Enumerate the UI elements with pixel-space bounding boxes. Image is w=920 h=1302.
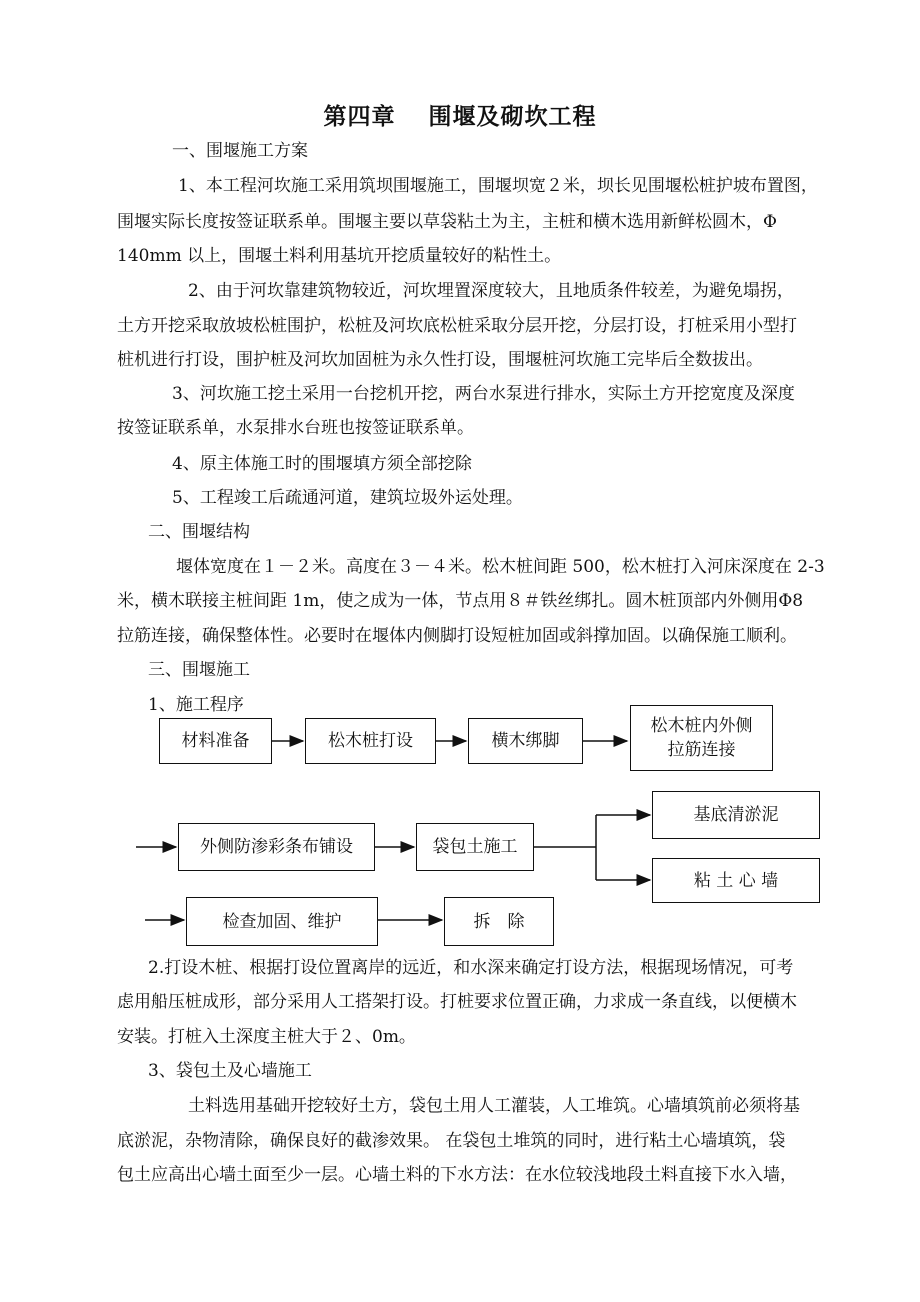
flow-box-label: 基底清淤泥	[693, 805, 779, 825]
flow-box-label: 拉筋连接	[667, 740, 736, 760]
flow-box-label: 松木桩打设	[328, 731, 413, 751]
flow-box-label: 横木绑脚	[491, 731, 560, 751]
flow-box-label: 材料准备	[181, 731, 250, 751]
paragraph-line: 3、河坎施工挖土采用一台挖机开挖，两台水泵进行排水，实际土方开挖宽度及深度	[172, 384, 795, 404]
paragraph-line: 2.打设木桩、根据打设位置离岸的远近，和水深来确定打设方法，根据现场情况，可考	[148, 958, 794, 978]
flow-box-pine-piling	[305, 718, 436, 764]
paragraph-line: 4、原主体施工时的围堰填方须全部挖除	[172, 454, 472, 474]
paragraph-line: 安装。打桩入土深度主桩大于２、0m。	[117, 1027, 416, 1047]
flow-box-materials	[159, 718, 272, 764]
flow-box-tie-bars	[630, 705, 773, 771]
flow-box-label: 袋包土施工	[432, 837, 518, 857]
paragraph-line: 包土应高出心墙土面至少一层。心墙土料的下水方法：在水位较浅地段土料直接下水入墙，	[117, 1165, 797, 1185]
chapter-title: 第四章 围堰及砌坎工程	[323, 104, 597, 130]
paragraph-line: 围堰实际长度按签证联系单。围堰主要以草袋粘土为主，主桩和横木选用新鲜松圆木，Φ	[117, 212, 777, 232]
subsection-heading: 1、施工程序	[148, 695, 244, 715]
flow-box-bag-soil	[416, 823, 534, 871]
flow-box-label: 松木桩内外侧	[650, 716, 753, 736]
flow-box-remove	[444, 897, 554, 946]
paragraph-line: 2、由于河坎靠建筑物较近，河坎埋置深度较大，且地质条件较差，为避免塌拐，	[188, 281, 794, 301]
paragraph-line: 米，横木联接主桩间距 1m，使之成为一体，节点用８＃铁丝绑扎。圆木桩顶部内外侧用Φ8	[117, 591, 804, 611]
flow-box-inspect	[186, 897, 378, 946]
section-heading: 二、围堰结构	[148, 522, 250, 542]
section-heading: 一、围堰施工方案	[172, 141, 308, 161]
paragraph-line: 虑用船压桩成形，部分采用人工搭架打设。打桩要求位置正确，力求成一条直线，以便横木	[117, 992, 797, 1012]
flow-box-label: 粘 土 心 墙	[693, 870, 779, 891]
paragraph-line: 1、本工程河坎施工采用筑坝围堰施工，围堰坝宽２米，坝长见围堰松桩护坡布置图，	[178, 176, 818, 196]
flow-box-label: 拆 除	[473, 911, 525, 932]
flow-box-cloth	[178, 823, 375, 871]
paragraph-line: 拉筋连接，确保整体性。必要时在堰体内侧脚打设短桩加固或斜撑加固。以确保施工顺利。	[117, 626, 797, 646]
paragraph-line: 底淤泥，杂物清除，确保良好的截渗效果。 在袋包土堆筑的同时，进行粘土心墙填筑，袋	[117, 1131, 786, 1151]
subsection-heading: 3、袋包土及心墙施工	[148, 1061, 312, 1081]
paragraph-line: 土料选用基础开挖较好土方，袋包土用人工灌装，人工堆筑。心墙填筑前必须将基	[188, 1096, 800, 1116]
paragraph-line: 140mm 以上，围堰土料利用基坑开挖质量较好的粘性土。	[117, 246, 562, 266]
paragraph-line: 堰体宽度在１－２米。高度在３－４米。松木桩间距 500，松木桩打入河床深度在 2-3	[176, 557, 825, 577]
paragraph-line: 土方开挖采取放坡松桩围护，松桩及河坎底松桩采取分层开挖，分层打设，打桩采用小型打	[117, 316, 797, 336]
paragraph-line: 5、工程竣工后疏通河道，建筑垃圾外运处理。	[172, 488, 523, 508]
flow-box-label: 外侧防渗彩条布铺设	[200, 837, 353, 857]
paragraph-line: 桩机进行打设，围护桩及河坎加固桩为永久性打设，围堰桩河坎施工完毕后全数拔出。	[117, 350, 763, 370]
flow-box-clay-core	[652, 858, 820, 903]
flow-box-silt	[652, 791, 820, 839]
flow-box-label: 检查加固、维护	[222, 911, 342, 932]
flow-box-crossbeam	[468, 718, 583, 764]
paragraph-line: 按签证联系单，水泵排水台班也按签证联系单。	[117, 418, 474, 438]
section-heading: 三、围堰施工	[148, 660, 250, 680]
